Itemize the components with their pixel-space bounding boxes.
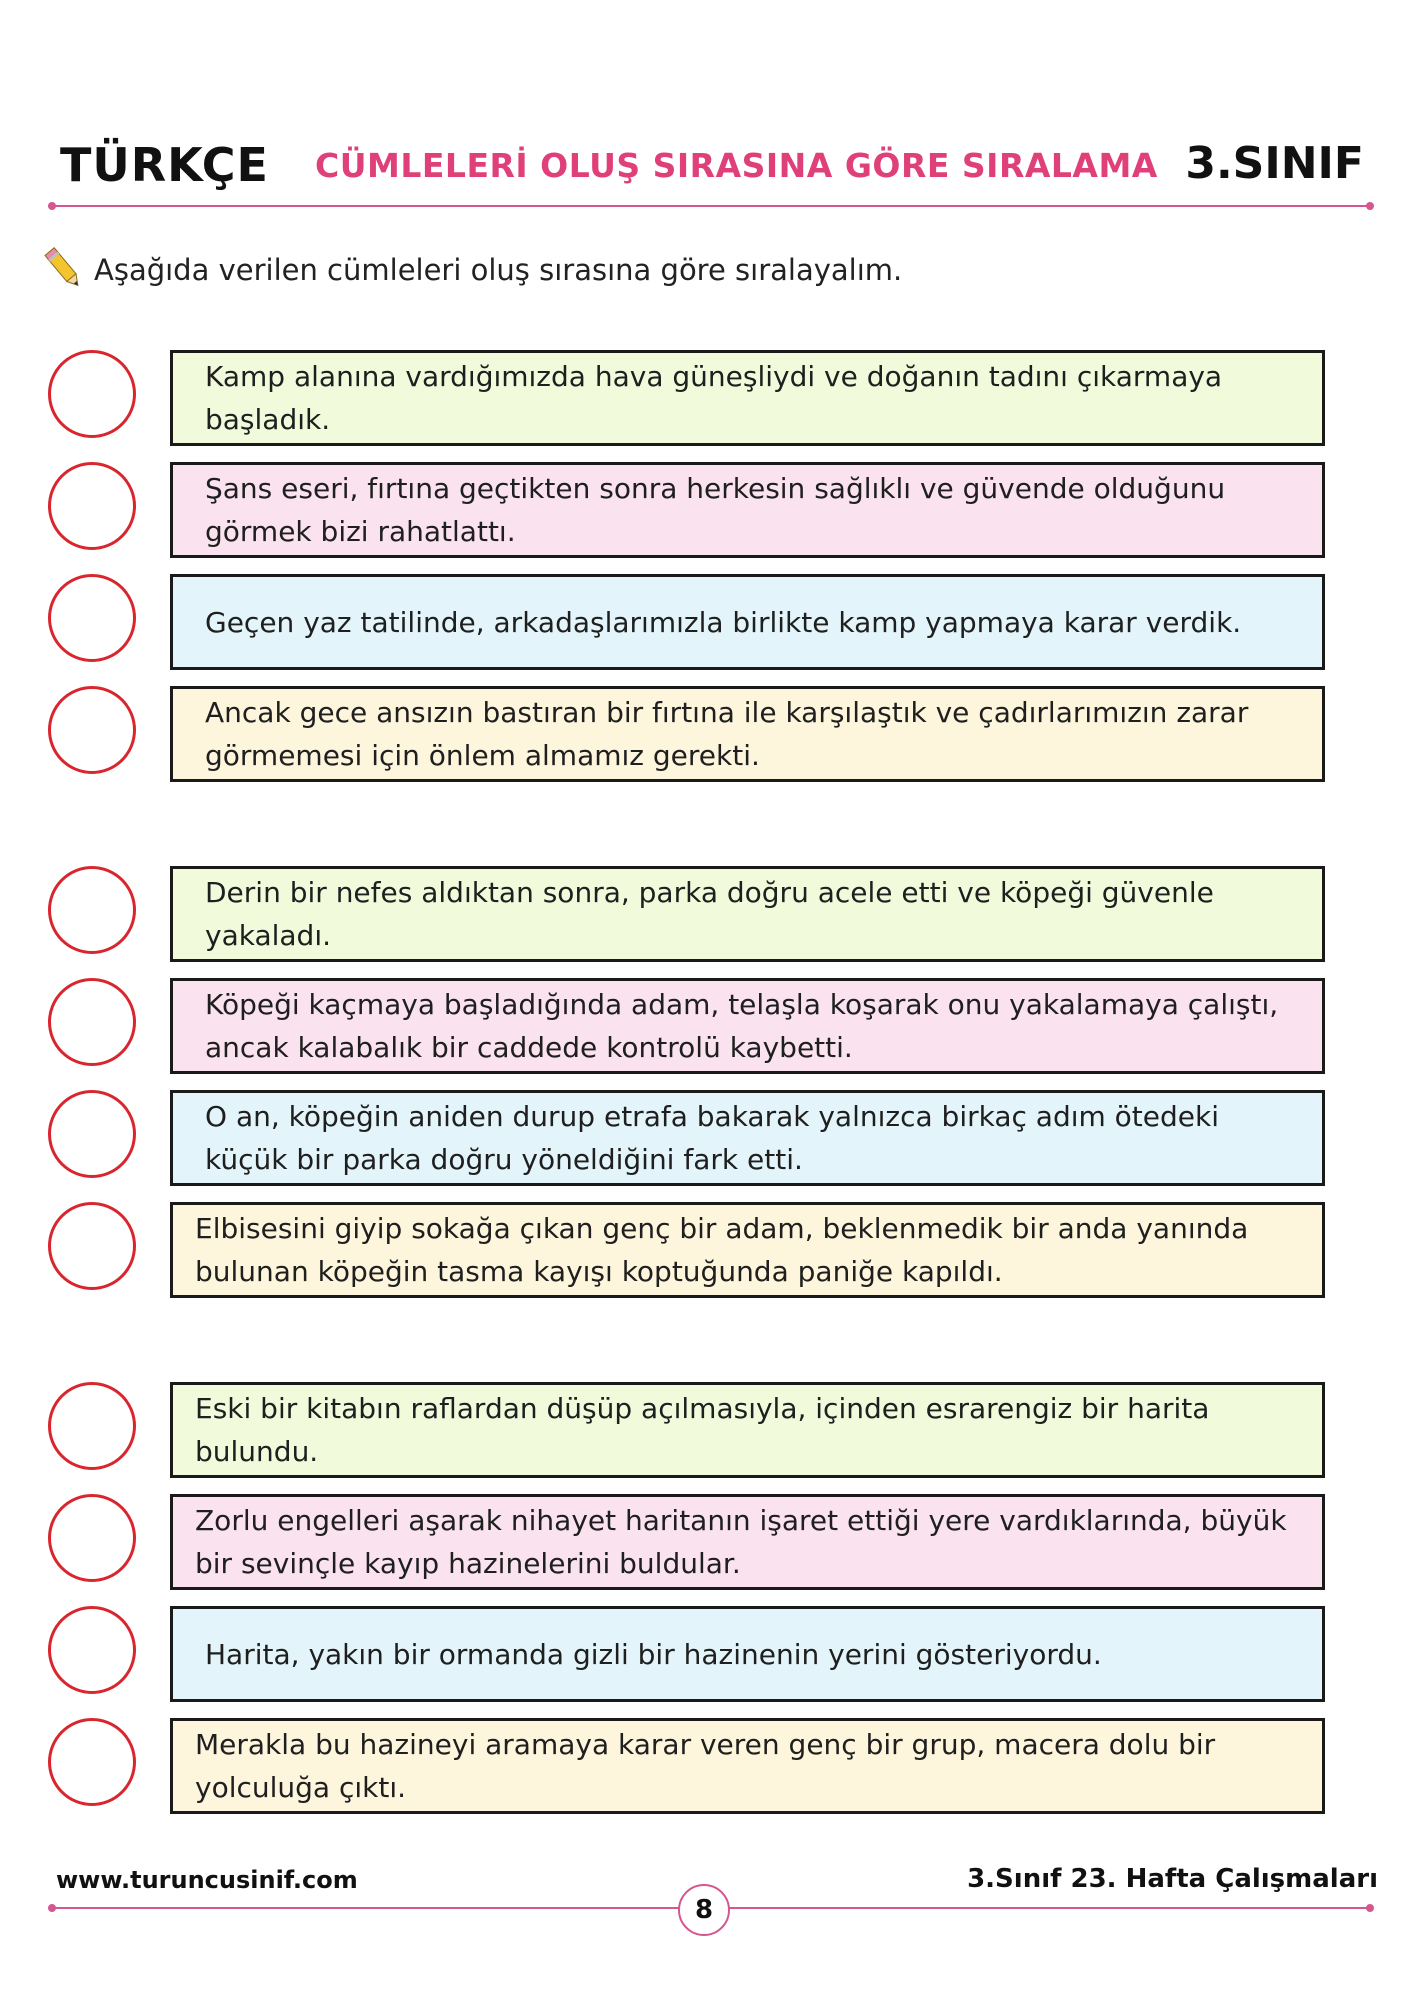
sentence-box	[170, 1090, 1325, 1186]
sentence-row	[48, 978, 1326, 1074]
sentence-box	[170, 686, 1325, 782]
sentence-row	[48, 1494, 1326, 1590]
instruction-text: Aşağıda verilen cümleleri oluş sırasına göre sıralayalım.	[94, 253, 903, 287]
order-circle[interactable]	[48, 350, 136, 438]
sentence-row	[48, 1090, 1326, 1186]
sentence-box	[170, 1202, 1325, 1298]
sentence-box	[170, 1718, 1325, 1814]
page-header	[50, 138, 1364, 198]
sentence-text: Zorlu engelleri aşarak nihayet haritanın işaret ettiği yere vardıklarında, büyük bir sevinçle kayıp hazinelerini buldular.	[195, 1504, 1287, 1580]
order-circle[interactable]	[48, 1090, 136, 1178]
subject-title: TÜRKÇE	[60, 138, 269, 192]
sentence-row	[48, 866, 1326, 962]
sentence-text: Merakla bu hazineyi aramaya karar veren genç bir grup, macera dolu bir yolculuğa çıktı.	[195, 1728, 1216, 1804]
sentence-row	[48, 1718, 1326, 1814]
sentence-row	[48, 350, 1326, 446]
sentence-text: Şans eseri, fırtına geçtikten sonra herkesin sağlıklı ve güvende olduğunu görmek bizi rahatlattı.	[205, 472, 1226, 548]
order-circle[interactable]	[48, 686, 136, 774]
week-label: 3.Sınıf 23. Hafta Çalışmaları	[967, 1864, 1378, 1894]
sentence-text: Eski bir kitabın raflardan düşüp açılmasıyla, içinden esrarengiz bir harita bulundu.	[195, 1392, 1210, 1468]
sentence-box	[170, 1382, 1325, 1478]
grade-label: 3.SINIF	[1185, 138, 1364, 189]
order-circle[interactable]	[48, 1606, 136, 1694]
sentence-text: Derin bir nefes aldıktan sonra, parka doğru acele etti ve köpeği güvenle yakaladı.	[205, 876, 1214, 952]
sentence-text: O an, köpeğin aniden durup etrafa bakarak yalnızca birkaç adım ötedeki küçük bir parka doğru yöneldiğini fark etti.	[205, 1100, 1220, 1176]
topic-title: CÜMLELERİ OLUŞ SIRASINA GÖRE SIRALAMA	[315, 146, 1158, 185]
instruction	[44, 246, 902, 294]
order-circle[interactable]	[48, 866, 136, 954]
sentence-text: Harita, yakın bir ormanda gizli bir hazinenin yerini gösteriyordu.	[205, 1637, 1102, 1671]
order-circle[interactable]	[48, 1718, 136, 1806]
website-link[interactable]: www.turuncusinif.com	[56, 1866, 358, 1894]
sentence-text: Ancak gece ansızın bastıran bir fırtına ile karşılaştık ve çadırlarımızın zarar görmemesi için önlem almamız gerekti.	[205, 696, 1249, 772]
sentence-row	[48, 1202, 1326, 1298]
sentence-row	[48, 574, 1326, 670]
order-circle[interactable]	[48, 462, 136, 550]
order-circle[interactable]	[48, 1202, 136, 1290]
sentence-row	[48, 1606, 1326, 1702]
sentence-row	[48, 462, 1326, 558]
sentence-box	[170, 574, 1325, 670]
sentence-box	[170, 1606, 1325, 1702]
order-circle[interactable]	[48, 1494, 136, 1582]
sentence-row	[48, 1382, 1326, 1478]
sentence-text: Elbisesini giyip sokağa çıkan genç bir adam, beklenmedik bir anda yanında bulunan köpeğin tasma kayışı koptuğunda paniğe kapıldı.	[195, 1212, 1249, 1288]
order-circle[interactable]	[48, 1382, 136, 1470]
page-number: 8	[678, 1884, 730, 1936]
sentence-text: Köpeği kaçmaya başladığında adam, telaşla koşarak onu yakalamaya çalıştı, ancak kalabalık bir caddede kontrolü kaybetti.	[205, 988, 1279, 1064]
order-circle[interactable]	[48, 978, 136, 1066]
sentence-text: Kamp alanına vardığımızda hava güneşliydi ve doğanın tadını çıkarmaya başladık.	[205, 360, 1223, 436]
sentence-row	[48, 686, 1326, 782]
sentence-box	[170, 1494, 1325, 1590]
sentence-box	[170, 866, 1325, 962]
pencil-icon	[44, 246, 86, 294]
order-circle[interactable]	[48, 574, 136, 662]
sentence-box	[170, 350, 1325, 446]
sentence-box	[170, 462, 1325, 558]
sentence-box	[170, 978, 1325, 1074]
header-divider	[52, 205, 1370, 207]
sentence-text: Geçen yaz tatilinde, arkadaşlarımızla birlikte kamp yapmaya karar verdik.	[205, 605, 1242, 639]
